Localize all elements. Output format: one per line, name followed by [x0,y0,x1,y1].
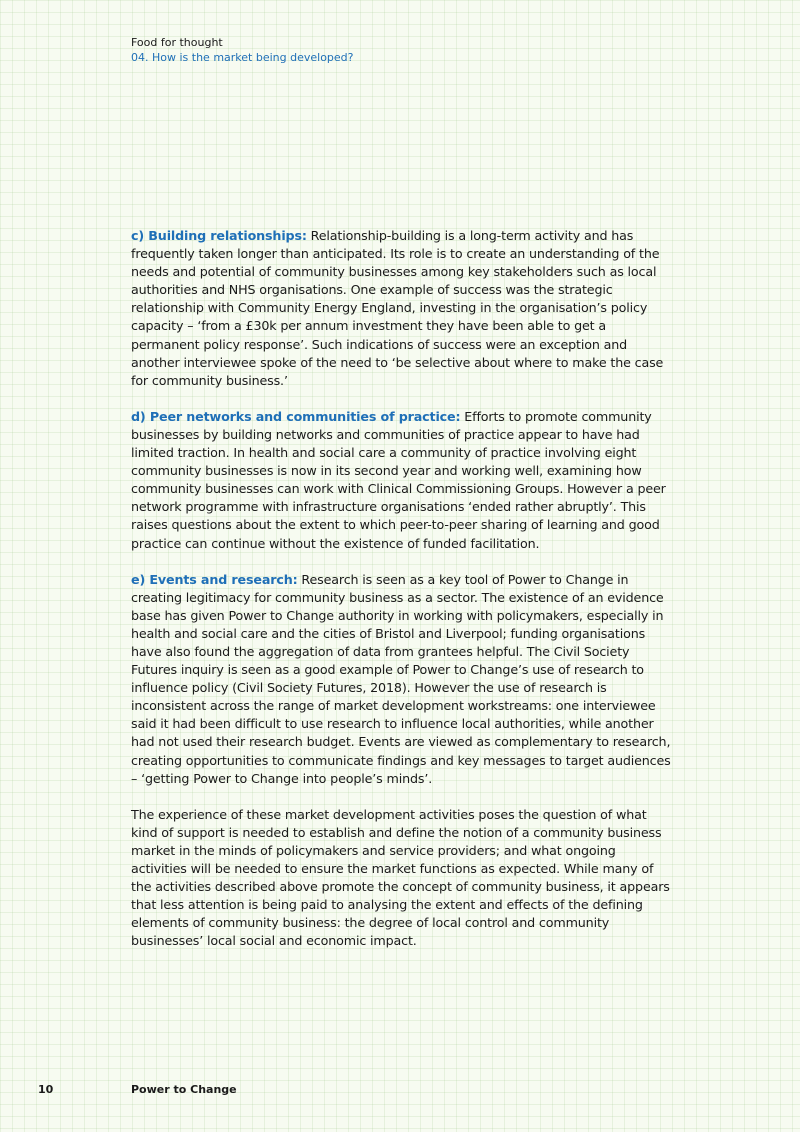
paragraph-lead: e) Events and research: [131,571,298,587]
paragraph-body: Research is seen as a key tool of Power to Change in creating legitimacy for community business as a sector. The existence of an evidence base has given Power to Change authority in working with policymakers, especially in health and social care and the cities of Bristol and Liverpool; funding organisations have also found the aggregation of data from grantees helpful. The Civil Society Futures inquiry is seen as a good example of Power to Change’s use of research to influence policy (Civil Society Futures, 2018). However the use of research is inconsistent across the range of market development workstreams: one interviewee said it had been difficult to use research to influence local authorities, while another had not used their research budget. Events are viewed as complementary to research, creating opportunities to communicate findings and key messages to target audiences – ‘getting Power to Change into people’s minds’. [131,571,671,786]
section-title: 04. How is the market being developed? [131,51,354,64]
paragraph-events-research [131,571,671,788]
page-header [131,35,354,65]
paragraph-lead: c) Building relationships: [131,228,307,243]
paragraph-body: The experience of these market development activities poses the question of what kind of support is needed to establish and define the notion of a community business market in the minds of policymakers and service providers; and what ongoing activities will be needed to ensure the market functions as expected. While many of the activities described above promote the concept of community business, it appears that less attention is being paid to analysing the extent and effects of the defining elements of community business: the degree of local control and community businesses’ local social and economic impact. [131,806,670,949]
main-content [131,227,671,968]
footer-organisation: Power to Change [131,1083,237,1096]
paragraph-lead: d) Peer networks and communities of practice: [131,408,461,424]
document-title: Food for thought [131,36,223,49]
paragraph-peer-networks [131,408,671,553]
page-number: 10 [38,1083,54,1096]
paragraph-body: Relationship-building is a long-term activity and has frequently taken longer than anticipated. Its role is to create an understanding of the needs and potential of community businesses among key stakeholders such as local authorities and NHS organisations. One example of success was the strategic relationship with Community Energy England, investing in the organisation’s policy capacity – ‘from a £30k per annum investment they have been able to get a permanent policy response’. Such indications of success were an exception and another interviewee spoke of the need to ‘be selective about where to make the case for community business.’ [131,228,664,388]
paragraph-building-relationships [131,227,671,390]
paragraph-conclusion [131,806,671,951]
paragraph-body: Efforts to promote community businesses by building networks and communities of practice appear to have had limited traction. In health and social care a community of practice involving eight community businesses is now in its second year and working well, examining how community businesses can work with Clinical Commissioning Groups. However a peer network programme with infrastructure organisations ‘ended rather abruptly’. This raises questions about the extent to which peer-to-peer sharing of learning and good practice can continue without the existence of funded facilitation. [131,408,666,551]
